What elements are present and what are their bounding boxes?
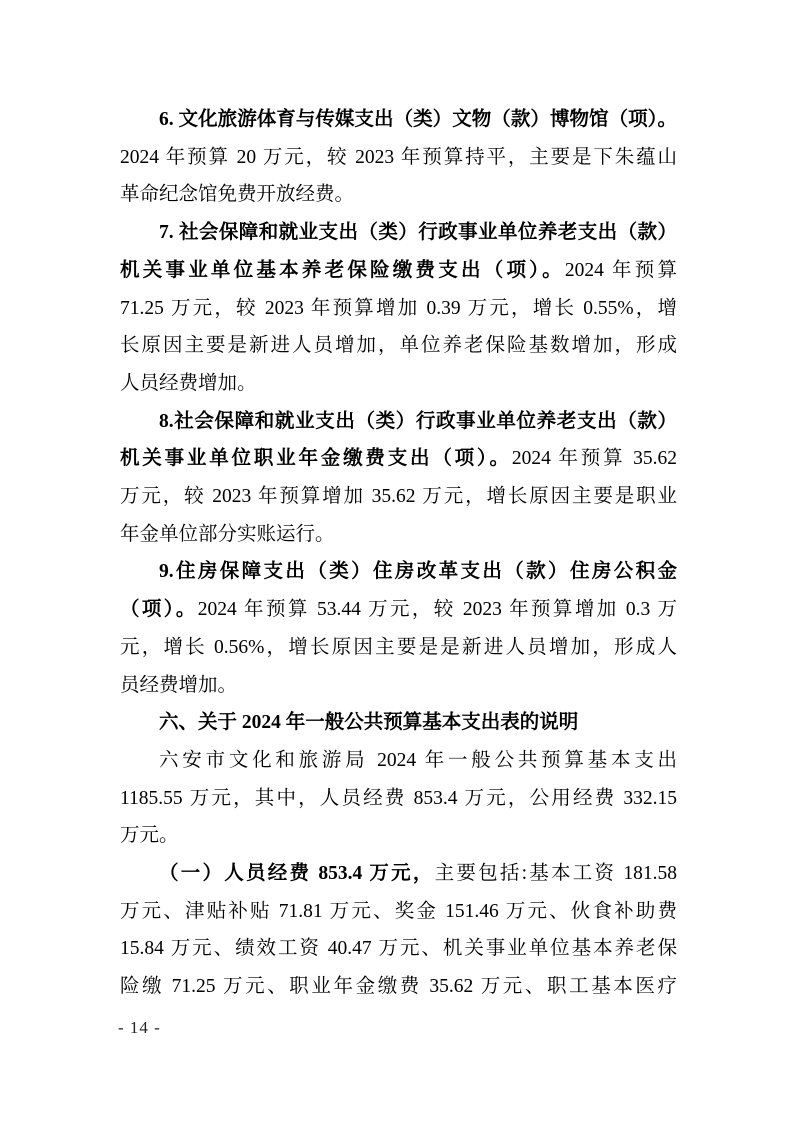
regular-segment: 主要包括:基本工资 181.58 [434, 863, 677, 885]
regular-segment: 71.25 万元，较 2023 年预算增加 0.39 万元，增长 0.55%，增 [120, 297, 677, 319]
text-line [120, 478, 677, 516]
text-line-item8-heading [120, 403, 677, 441]
regular-segment: 万元、津贴补贴 71.81 万元、奖金 151.46 万元、伙食补助费 [120, 900, 677, 922]
bold-segment: 机关事业单位职业年金缴费支出（项）。 [120, 448, 512, 470]
text-line [120, 290, 677, 328]
text-line-item7-heading [120, 214, 677, 252]
regular-segment: 15.84 万元、绩效工资 40.47 万元、机关事业单位基本养老保 [120, 938, 677, 960]
text-line [120, 930, 677, 968]
regular-segment: 2024 年预算 53.44 万元，较 2023 年预算增加 0.3 万 [197, 599, 677, 621]
regular-segment: 2024 年预算 35.62 [511, 448, 677, 470]
text-line [120, 139, 677, 177]
regular-segment: 元，增长 0.56%，增长原因主要是是新进人员增加，形成人 [120, 636, 677, 658]
bold-segment: （项）。 [120, 599, 198, 621]
text-line [120, 440, 677, 478]
text-line [120, 968, 677, 1006]
text-line-paragraph-end [120, 176, 677, 214]
regular-segment: 革命纪念馆免费开放经费。 [120, 184, 355, 206]
text-line [120, 591, 677, 629]
regular-segment: 人员经费增加。 [120, 372, 257, 394]
bold-segment: 7. 社会保障和就业支出（类）行政事业单位养老支出（款） [159, 222, 677, 244]
regular-segment: 2024 年预算 [564, 259, 677, 281]
text-line [120, 629, 677, 667]
text-line-item6-heading [120, 101, 677, 139]
text-line [120, 893, 677, 931]
bold-segment: 8.社会保障和就业支出（类）行政事业单位养老支出（款） [159, 410, 677, 432]
text-line [120, 780, 677, 818]
regular-segment: 员经费增加。 [120, 674, 238, 696]
bold-segment: 6. 文化旅游体育与传媒支出（类）文物（款）博物馆（项）。 [159, 109, 677, 130]
text-line-paragraph-end [120, 817, 677, 855]
text-line-paragraph-end [120, 516, 677, 554]
regular-segment: 1185.55 万元，其中，人员经费 853.4 万元，公用经费 332.15 [120, 787, 677, 809]
bold-segment: 六、关于 2024 年一般公共预算基本支出表的说明 [159, 712, 579, 734]
text-line [120, 327, 677, 365]
text-line-paragraph-end [120, 667, 677, 705]
regular-segment: 万元，较 2023 年预算增加 35.62 万元，增长原因主要是职业 [120, 486, 677, 508]
bold-segment: （一）人员经费 853.4 万元， [159, 863, 435, 885]
text-line-paragraph-end [120, 365, 677, 403]
text-line-item9-heading [120, 553, 677, 591]
regular-segment: 六安市文化和旅游局 2024 年一般公共预算基本支出 [159, 749, 677, 771]
bold-segment: 9.住房保障支出（类）住房改革支出（款）住房公积金 [159, 561, 677, 583]
document-body [120, 101, 677, 1006]
section-six-heading [120, 704, 677, 742]
regular-segment: 长原因主要是新进人员增加，单位养老保险基数增加，形成 [120, 335, 677, 357]
regular-segment: 万元。 [120, 825, 179, 847]
text-line-personnel-funds-heading [120, 855, 677, 893]
text-line [120, 742, 677, 780]
regular-segment: 险缴 71.25 万元、职业年金缴费 35.62 万元、职工基本医疗 [120, 976, 677, 998]
page-number: - 14 - [118, 1018, 161, 1037]
regular-segment: 年金单位部分实账运行。 [120, 523, 335, 545]
bold-segment: 机关事业单位基本养老保险缴费支出（项）。 [120, 259, 565, 281]
text-line [120, 252, 677, 290]
regular-segment: 2024 年预算 20 万元，较 2023 年预算持平，主要是下朱蕴山 [120, 146, 677, 168]
